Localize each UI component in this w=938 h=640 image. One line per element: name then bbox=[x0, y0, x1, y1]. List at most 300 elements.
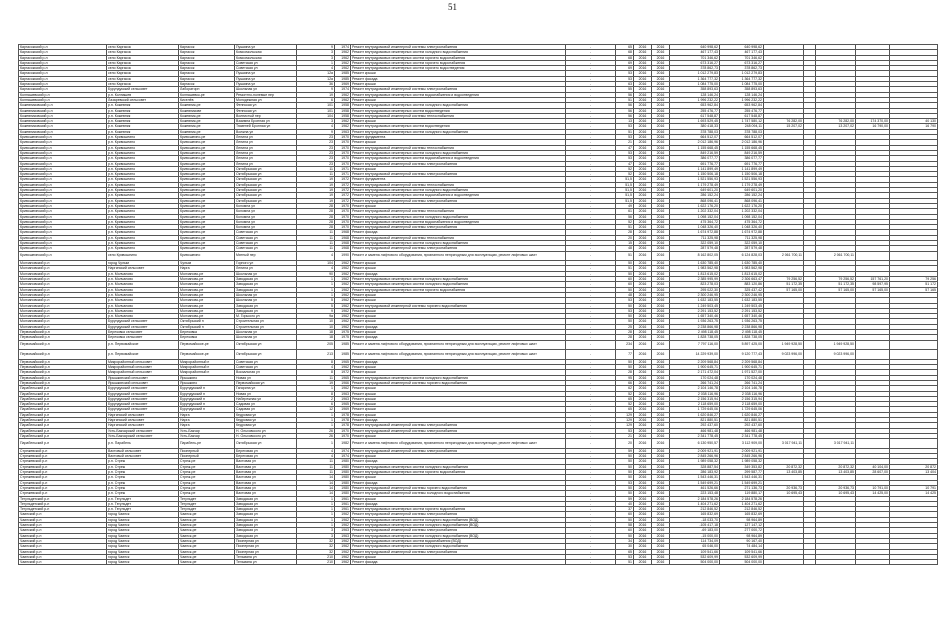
table-cell: 1972 bbox=[335, 198, 351, 203]
table-cell: город Чаинск bbox=[107, 523, 179, 528]
table-cell: Заводская ул bbox=[235, 496, 297, 501]
table-cell: 4 bbox=[297, 251, 335, 261]
table-cell: 40 bbox=[616, 501, 634, 506]
table-cell: - bbox=[566, 314, 616, 319]
table-cell: Ремонт внутридомовой инженерной системы электроснабжения bbox=[351, 448, 566, 453]
table-cell: 12а bbox=[297, 71, 335, 76]
table-cell: Кривошеинский р-н bbox=[19, 193, 107, 198]
table-cell: 2016 bbox=[652, 124, 670, 129]
table-cell: Ремонт внутридомовых инженерных систем водоотведения bbox=[351, 108, 566, 113]
table-cell: Кривошеино-ре bbox=[179, 156, 235, 161]
table-cell: Ремонт внутридомовых инженерных систем водоснабжения и водоотведения bbox=[351, 156, 566, 161]
table-cell: 11 bbox=[297, 459, 335, 464]
table-cell: - bbox=[566, 454, 616, 459]
table-cell: Наргинский сельсовет bbox=[107, 266, 179, 271]
table-cell: Ремонт крыши bbox=[351, 166, 566, 171]
table-cell: 1962 bbox=[335, 386, 351, 391]
table-cell: р.п. Молчаново bbox=[107, 303, 179, 308]
table-cell: - bbox=[566, 230, 616, 235]
table-cell: Ремонт крыши bbox=[351, 370, 566, 375]
table-cell: 5 897 425,00 bbox=[720, 340, 764, 350]
table-cell: 2016 bbox=[634, 135, 652, 140]
table-cell: 19 bbox=[297, 92, 335, 97]
table-cell: - bbox=[566, 145, 616, 150]
table-cell: 711 325,98 bbox=[670, 235, 720, 240]
table-cell: 2016 bbox=[652, 533, 670, 538]
table-cell: 386 077,77 bbox=[670, 156, 720, 161]
table-cell: 3 bbox=[297, 50, 335, 55]
table-cell: Ярышкинский сельсовет bbox=[107, 375, 179, 380]
table-cell: 1972 bbox=[335, 370, 351, 375]
table-cell: - bbox=[566, 124, 616, 129]
table-cell: 325 437,42 bbox=[720, 287, 764, 292]
table-cell: село Каргасок bbox=[107, 55, 179, 60]
table-cell: 292 437,60 bbox=[720, 423, 764, 428]
table-cell: 653 962,84 bbox=[670, 103, 720, 108]
table-cell bbox=[856, 340, 890, 350]
table-cell: 1962 bbox=[335, 66, 351, 71]
table-cell: Кривошеинский р-н bbox=[19, 198, 107, 203]
table-cell: 1 989 058,32 bbox=[670, 459, 720, 464]
table-cell: 2016 bbox=[634, 198, 652, 203]
table-cell: 1 098 152,04 bbox=[670, 214, 720, 219]
table-cell: Парабельский р-н bbox=[19, 391, 107, 396]
table-cell: Ремонт крыши bbox=[351, 386, 566, 391]
table-cell: 2016 bbox=[652, 319, 670, 324]
table-cell: 2016 bbox=[634, 314, 652, 319]
table-cell bbox=[764, 560, 804, 565]
table-cell: 1 bbox=[297, 386, 335, 391]
table-cell: 51 bbox=[616, 129, 634, 134]
table-cell: 2016 bbox=[652, 418, 670, 423]
table-cell: Ремонт фасада bbox=[351, 359, 566, 364]
table-cell: 1970 bbox=[335, 156, 351, 161]
table-cell: 1 521 556,93 bbox=[670, 177, 720, 182]
table-cell: Парабельский р-н bbox=[19, 428, 107, 433]
table-cell: Каргасок bbox=[179, 50, 235, 55]
table-cell: Стрежевской р-н bbox=[19, 464, 107, 469]
table-cell: Ремонт внутридомовой инженерной системы электроснабжения bbox=[351, 225, 566, 230]
table-cell: 691 776,77 bbox=[670, 161, 720, 166]
table-cell: Тегульдет bbox=[179, 496, 235, 501]
table-cell: Заводская ул bbox=[235, 287, 297, 292]
table-cell: 2016 bbox=[652, 381, 670, 386]
table-cell: 2016 bbox=[634, 71, 652, 76]
table-cell: - bbox=[566, 246, 616, 251]
table-cell: Стрежевской р-н bbox=[19, 491, 107, 496]
table-cell: 467 177,43 bbox=[720, 50, 764, 55]
table-cell: р.п. Стреж bbox=[107, 475, 179, 480]
table-cell: 2016 bbox=[652, 475, 670, 480]
table-cell: Кривошеинский р-н bbox=[19, 172, 107, 177]
table-cell: 12 bbox=[297, 407, 335, 412]
table-cell: Ремонт крыши bbox=[351, 391, 566, 396]
table-cell: Каргасок bbox=[179, 66, 235, 71]
table-cell: 1972 bbox=[335, 177, 351, 182]
table-cell: 2016 bbox=[652, 517, 670, 522]
table-cell: Кривошеинский р-н bbox=[19, 240, 107, 245]
table-cell: - bbox=[566, 103, 616, 108]
table-cell: Кривошеино-ре bbox=[179, 225, 235, 230]
table-cell: Ремонт и замена лифтового оборудования, признанного непригодным для эксплуатации, ремонт лифтовых шахт bbox=[351, 251, 566, 261]
table-cell: Наргинский сельсовет bbox=[107, 423, 179, 428]
table-cell: Стреж-ре bbox=[179, 464, 235, 469]
table-cell: Ремонт крыши bbox=[351, 433, 566, 438]
table-cell: 2016 bbox=[652, 60, 670, 65]
table-cell: 1 996 232,22 bbox=[720, 97, 764, 102]
table-cell: 1962 bbox=[335, 277, 351, 282]
table-cell: М. Горького ул bbox=[235, 314, 297, 319]
table-cell: Первомайский р-н bbox=[19, 340, 107, 350]
table-cell: Молчановский р-н bbox=[19, 314, 107, 319]
table-cell: Кожевник-ре bbox=[179, 119, 235, 124]
table-cell: Горного ул bbox=[235, 261, 297, 266]
table-cell: 2016 bbox=[634, 538, 652, 543]
table-cell: 1 900 645,71 bbox=[720, 365, 764, 370]
table-cell: Вокзальная ул bbox=[235, 370, 297, 375]
table-cell: Садовая ул bbox=[235, 402, 297, 407]
table-cell: Ремонт крыши bbox=[351, 308, 566, 313]
table-cell: 2016 bbox=[634, 319, 652, 324]
table-cell: Ремонт внутридомовых инженерных систем холодного водоснабжения bbox=[351, 214, 566, 219]
table-cell: Ремонт внутридомовых инженерных систем горячего водоснабжения bbox=[351, 60, 566, 65]
table-cell: р.п. Кривошеино bbox=[107, 182, 179, 187]
table-cell: Колпашевск-ре bbox=[179, 92, 235, 97]
table-cell: 2016 bbox=[634, 544, 652, 549]
table-cell: 2016 bbox=[652, 271, 670, 276]
table-cell: 255 476,77 bbox=[670, 108, 720, 113]
table-cell: Пушкина ул bbox=[235, 82, 297, 87]
table-cell: 2 012 186,96 bbox=[670, 140, 720, 145]
table-cell: 1 bbox=[297, 501, 335, 506]
table-cell: Молчановский р-н bbox=[19, 287, 107, 292]
table-cell: Молчаново-ре bbox=[179, 298, 235, 303]
table-cell: Ремонт внутридомовых инженерных систем холодного водоснабжения (ВОД) bbox=[351, 517, 566, 522]
table-cell: Ремонт фасада bbox=[351, 480, 566, 485]
table-cell: 53 bbox=[616, 135, 634, 140]
table-cell: р.п. Кожевник bbox=[107, 119, 179, 124]
table-cell: Коломна ул bbox=[235, 225, 297, 230]
table-cell: Ремонт внутридомовой инженерной системы электроснабжения bbox=[351, 549, 566, 554]
table-cell: Ремонт крыши bbox=[351, 203, 566, 208]
table-cell: 248 094,11 bbox=[720, 124, 764, 129]
table-cell: р.п. Молчаново bbox=[107, 292, 179, 297]
table-cell: 1971 bbox=[335, 172, 351, 177]
table-cell: Березовка сельсовет bbox=[107, 335, 179, 340]
table-row bbox=[19, 251, 938, 261]
table-cell: р.п. Кривошеино bbox=[107, 235, 179, 240]
table-cell: 1 bbox=[297, 496, 335, 501]
table-cell: 2016 bbox=[652, 55, 670, 60]
table-cell: 2016 bbox=[652, 423, 670, 428]
table-cell: р.п. Молчаново bbox=[107, 308, 179, 313]
table-cell: Заводская ул bbox=[235, 528, 297, 533]
table-cell: 2016 bbox=[652, 538, 670, 543]
table-cell: 2016 bbox=[652, 370, 670, 375]
table-cell: Ремонт и замена лифтового оборудования, признанного непригодным для эксплуатации, ремонт лифтовых шахт bbox=[351, 439, 566, 449]
table-cell: 2016 bbox=[652, 219, 670, 224]
table-cell: - bbox=[566, 161, 616, 166]
table-cell: Стреж-ре bbox=[179, 475, 235, 480]
table-cell: - bbox=[566, 330, 616, 335]
table-cell: 1962 bbox=[335, 560, 351, 565]
table-cell: 1 936 263,75 bbox=[670, 319, 720, 324]
table-cell: Н. Ольховского ул bbox=[235, 428, 297, 433]
table-cell: 1 729 645,06 bbox=[670, 407, 720, 412]
table-cell: 1 bbox=[297, 423, 335, 428]
table-cell: - bbox=[566, 340, 616, 350]
table-cell: - bbox=[566, 198, 616, 203]
table-cell: Наргинский сельсовет bbox=[107, 418, 179, 423]
table-cell: Советская ул bbox=[235, 235, 297, 240]
table-cell: 9 023 996,00 bbox=[816, 350, 856, 360]
table-cell: Чаинский р-н bbox=[19, 554, 107, 559]
table-cell: 2016 bbox=[652, 277, 670, 282]
table-cell: Кривошеино-ре bbox=[179, 209, 235, 214]
table-cell: Кривошеино-ре bbox=[179, 172, 235, 177]
table-cell: 170 024,48 bbox=[670, 375, 720, 380]
table-cell: 883 120,86 bbox=[720, 282, 764, 287]
table-cell: 12а bbox=[297, 76, 335, 81]
table-cell: 48 bbox=[616, 246, 634, 251]
table-cell: Каргасок bbox=[179, 60, 235, 65]
table-cell: 2016 bbox=[652, 108, 670, 113]
table-cell: 50 bbox=[616, 533, 634, 538]
table-cell: 1965 bbox=[335, 359, 351, 364]
table-cell: 2 238 866,98 bbox=[670, 324, 720, 329]
table-cell: 2016 bbox=[634, 203, 652, 208]
table-cell: 53 bbox=[616, 156, 634, 161]
table-cell: Заводская ул bbox=[235, 533, 297, 538]
table-cell bbox=[816, 560, 856, 565]
table-cell: 2016 bbox=[634, 340, 652, 350]
table-cell: 1 249 503,45 bbox=[720, 303, 764, 308]
table-cell: Кожевниковский р-н bbox=[19, 119, 107, 124]
table-cell: Тельмана ул bbox=[235, 560, 297, 565]
table-cell: Бурундукский сельсовет bbox=[107, 324, 179, 329]
table-cell bbox=[804, 350, 816, 360]
table-cell: 1958 bbox=[335, 113, 351, 118]
table-cell: 1 bbox=[297, 418, 335, 423]
table-cell: 20 936,73 bbox=[816, 485, 856, 490]
table-cell: 52 bbox=[616, 402, 634, 407]
table-cell: Ремонт внутридомовых инженерных систем горячего водоснабжения bbox=[351, 287, 566, 292]
table-cell: 2016 bbox=[634, 145, 652, 150]
table-cell: Советская ул bbox=[235, 240, 297, 245]
table-cell: Пушкина ул bbox=[235, 71, 297, 76]
table-cell: 2016 bbox=[652, 464, 670, 469]
table-cell: Ремонт фундамента bbox=[351, 135, 566, 140]
table-cell: Парабельский р-н bbox=[19, 412, 107, 417]
table-cell: Нарга bbox=[179, 423, 235, 428]
table-cell: 286 183,92 bbox=[670, 470, 720, 475]
table-cell: 109 541,66 bbox=[720, 549, 764, 554]
table-cell: 1974 bbox=[335, 45, 351, 50]
table-cell: Заводская ул bbox=[235, 517, 297, 522]
table-cell: 205 bbox=[297, 340, 335, 350]
table-cell: 1962 bbox=[335, 282, 351, 287]
table-cell: Чаинск-ре bbox=[179, 533, 235, 538]
table-cell: Советская ул bbox=[235, 66, 297, 71]
table-cell: 56 bbox=[616, 103, 634, 108]
table-cell: 32 bbox=[297, 544, 335, 549]
table-cell: Коломна ул bbox=[235, 209, 297, 214]
table-cell: Стреж-ре bbox=[179, 491, 235, 496]
table-cell: Заводская ул bbox=[235, 501, 297, 506]
table-cell: Кривошеино-ре bbox=[179, 166, 235, 171]
table-cell: р.п. Стреж bbox=[107, 464, 179, 469]
table-cell: 868 096,41 bbox=[720, 198, 764, 203]
table-cell: 2 118 659,00 bbox=[720, 402, 764, 407]
table-cell: Кожевник-ре bbox=[179, 124, 235, 129]
table-cell: 2016 bbox=[634, 76, 652, 81]
table-cell: - bbox=[566, 554, 616, 559]
table-cell: 1961 bbox=[335, 507, 351, 512]
table-cell: 2016 bbox=[652, 454, 670, 459]
table-cell: Кривошеинский р-н bbox=[19, 235, 107, 240]
table-cell: р.п. Кривошеино bbox=[107, 177, 179, 182]
table-cell: Волжна ул bbox=[235, 129, 297, 134]
table-cell: 56 bbox=[616, 92, 634, 97]
table-cell: 3 017 941,11 bbox=[816, 439, 856, 449]
table-cell: Тельмана ул bbox=[235, 554, 297, 559]
table-cell: Кривошеинский р-н bbox=[19, 251, 107, 261]
table-cell: 51,5 bbox=[616, 193, 634, 198]
table-cell: 53 bbox=[616, 480, 634, 485]
table-cell: 62 bbox=[616, 386, 634, 391]
table-cell: Молодежная ул bbox=[235, 97, 297, 102]
table-cell: - bbox=[566, 182, 616, 187]
table-cell: 23 bbox=[297, 156, 335, 161]
table-cell: - bbox=[566, 491, 616, 496]
table-cell: 2016 bbox=[652, 66, 670, 71]
table-cell: 1 983 562,98 bbox=[670, 266, 720, 271]
table-cell: 165 832,69 bbox=[720, 512, 764, 517]
table-cell: Ленина ул bbox=[235, 266, 297, 271]
table-cell: Кривошеино-ре bbox=[179, 188, 235, 193]
table-cell bbox=[890, 350, 938, 360]
table-cell: Каргасокский р-н bbox=[19, 87, 107, 92]
table-cell: 2016 bbox=[634, 292, 652, 297]
table-cell: 1 620 846,27 bbox=[670, 412, 720, 417]
table-cell: 2016 bbox=[652, 198, 670, 203]
table-cell: 1 693 529,45 bbox=[670, 119, 720, 124]
table-cell: 664 512,07 bbox=[720, 135, 764, 140]
table-cell: 2 061 700,11 bbox=[816, 251, 856, 261]
table-cell: - bbox=[566, 528, 616, 533]
table-cell: - bbox=[566, 119, 616, 124]
table-cell: Ремонт фасада bbox=[351, 335, 566, 340]
table-cell: 2016 bbox=[652, 523, 670, 528]
table-cell: 2016 bbox=[652, 375, 670, 380]
table-cell: 50 bbox=[616, 365, 634, 370]
table-cell: 2016 bbox=[652, 496, 670, 501]
table-cell: 76 282,00 bbox=[764, 119, 804, 124]
table-cell: 2016 bbox=[634, 124, 652, 129]
table-cell: 2016 bbox=[652, 314, 670, 319]
table-cell: 2016 bbox=[634, 219, 652, 224]
table-cell: Киселёв bbox=[179, 97, 235, 102]
table-cell: Микрорайонный сельсовет bbox=[107, 359, 179, 364]
table-cell: 2 385 995,99 bbox=[670, 277, 720, 282]
table-cell: 1961 bbox=[335, 496, 351, 501]
table-cell: 378 862,73 bbox=[670, 66, 720, 71]
table-cell: город Чаинск bbox=[107, 549, 179, 554]
table-cell: 821 880,51 bbox=[670, 418, 720, 423]
table-cell: 1963 bbox=[335, 129, 351, 134]
table-cell: Ленина ул bbox=[235, 140, 297, 145]
table-cell: 617 548,87 bbox=[720, 113, 764, 118]
table-cell: Ремонт крыши bbox=[351, 330, 566, 335]
table-cell: Комсомольская bbox=[235, 55, 297, 60]
table-cell: - bbox=[566, 71, 616, 76]
table-cell: 69 bbox=[616, 66, 634, 71]
table-cell: Кривошеинский р-н bbox=[19, 145, 107, 150]
table-cell: 69 bbox=[616, 60, 634, 65]
table-cell: 2016 bbox=[652, 166, 670, 171]
table-cell: 649 601,20 bbox=[720, 188, 764, 193]
table-cell: 19 bbox=[297, 188, 335, 193]
table-cell: 1 179 278,49 bbox=[720, 182, 764, 187]
table-cell: 47 bbox=[616, 161, 634, 166]
table-cell: - bbox=[566, 203, 616, 208]
table-cell: 1970 bbox=[335, 161, 351, 166]
table-cell: Вахтовый сельсовет bbox=[107, 454, 179, 459]
table-cell: 74 484,14 bbox=[720, 544, 764, 549]
table-cell: 23 bbox=[297, 161, 335, 166]
table-cell: 1958 bbox=[335, 108, 351, 113]
table-cell: Ремонт крыши bbox=[351, 396, 566, 401]
table-cell: 1980 bbox=[335, 491, 351, 496]
table-cell: 1969 bbox=[335, 82, 351, 87]
table-cell: Кривошеино-ре bbox=[179, 135, 235, 140]
table-cell: 2016 bbox=[634, 150, 652, 155]
table-cell: 1962 bbox=[335, 512, 351, 517]
table-cell: р.п. Кривошеино bbox=[107, 225, 179, 230]
table-cell: Тегульдетский р-н bbox=[19, 507, 107, 512]
table-cell: 11 bbox=[297, 230, 335, 235]
table-cell: 475 364,72 bbox=[670, 219, 720, 224]
table-cell: 1972 bbox=[335, 182, 351, 187]
table-cell: 673 316,27 bbox=[670, 60, 720, 65]
table-cell: Волнистый пер bbox=[235, 113, 297, 118]
table-cell: 2016 bbox=[634, 528, 652, 533]
table-cell: 14 bbox=[297, 491, 335, 496]
table-cell: Ремонт внутридомовой инженерной системы электроснабжения bbox=[351, 198, 566, 203]
table-cell: 466 981,48 bbox=[670, 428, 720, 433]
table-cell: 6 bbox=[297, 402, 335, 407]
table-cell: 2016 bbox=[652, 71, 670, 76]
table-cell: Октябрьская ул bbox=[235, 172, 297, 177]
table-cell: - bbox=[566, 45, 616, 50]
table-cell: Ремонт внутридомовой инженерной системы холодного водоснабжения bbox=[351, 491, 566, 496]
table-cell: - bbox=[566, 391, 616, 396]
table-cell: 2016 bbox=[652, 161, 670, 166]
table-cell: 65 bbox=[616, 549, 634, 554]
table-cell: 40 130 bbox=[890, 119, 938, 124]
table-cell: Ярышкино bbox=[179, 375, 235, 380]
table-cell: 1975 bbox=[335, 330, 351, 335]
table-cell: 1962 bbox=[335, 287, 351, 292]
table-cell: 60 bbox=[616, 528, 634, 533]
table-cell: 15 207,02 bbox=[764, 124, 804, 129]
table-cell: р.п. Кривошеино bbox=[107, 240, 179, 245]
table-cell: Молчаново-ре bbox=[179, 292, 235, 297]
table-cell: 3 bbox=[297, 55, 335, 60]
table-cell bbox=[804, 251, 816, 261]
table-cell: - bbox=[566, 298, 616, 303]
table-cell: 30 bbox=[616, 544, 634, 549]
